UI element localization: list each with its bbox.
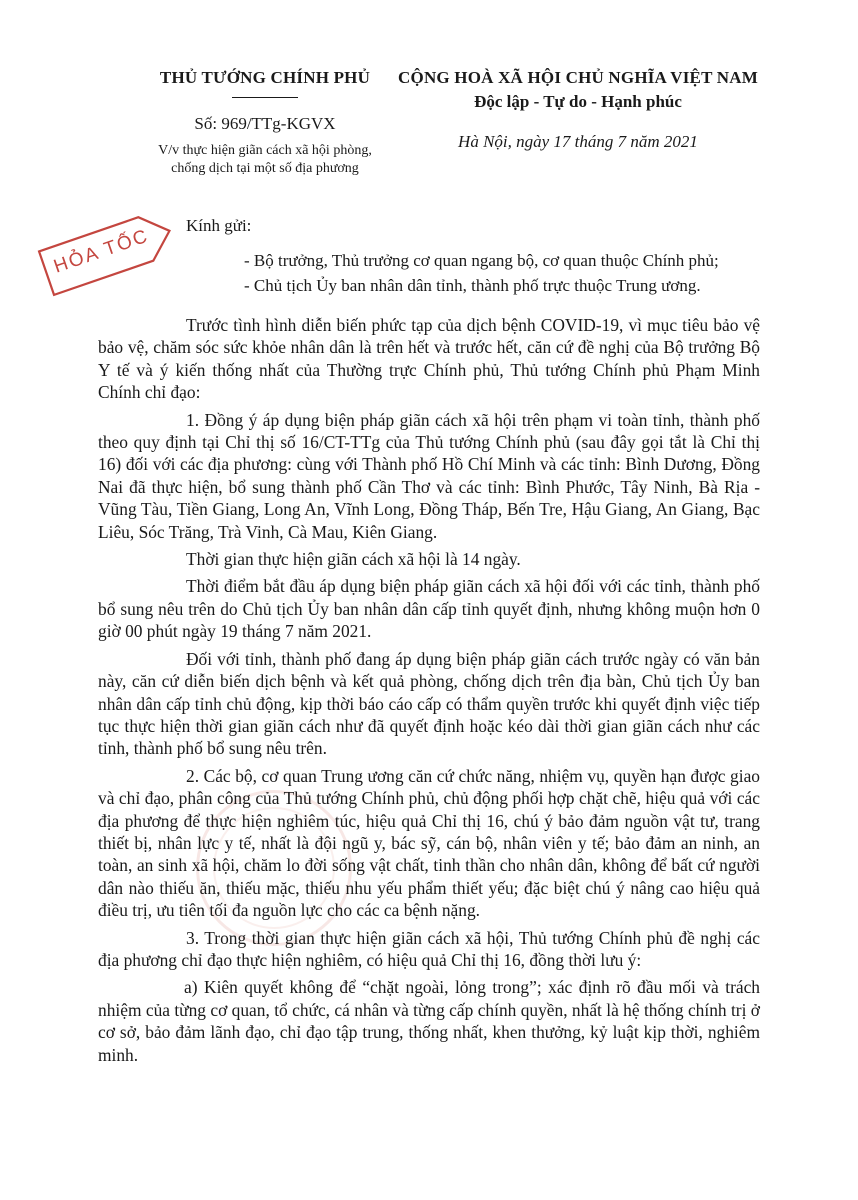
body-paragraph: Trước tình hình diễn biến phức tạp của dịch bệnh COVID-19, vì mục tiêu bảo vệ bảo vệ, chăm sóc sức khỏe nhân dân là trên hết và trước hết, căn cứ đề nghị của Bộ trưởng Bộ Y tế và ý kiến thống nhất của Thường trực Chính phủ, Thủ tướng Chính phủ Phạm Minh Chính chỉ đạo: — [98, 315, 760, 403]
document-subject — [120, 142, 410, 178]
subject-line: chống dịch tại một số địa phương — [171, 161, 359, 176]
body-paragraph: a) Kiên quyết không để “chặt ngoài, lỏng trong”; xác định rõ đầu mối và trách nhiệm của từng cơ quan, tổ chức, cá nhân và từng cấp chính quyền, nhất là hệ thống chính trị ở cơ sở, bảo đảm lãnh đạo, chỉ đạo tập trung, thống nhất, khen thưởng, kỷ luật kịp thời, nghiêm minh. — [98, 977, 760, 1065]
body-paragraph: Thời gian thực hiện giãn cách xã hội là 14 ngày. — [186, 549, 521, 570]
issuer-block — [120, 68, 410, 178]
issuer-underline — [232, 97, 298, 98]
recipients-list — [244, 248, 719, 298]
recipients-label: Kính gửi: — [186, 216, 252, 235]
national-header — [378, 68, 778, 152]
body-paragraph: 3. Trong thời gian thực hiện giãn cách xã hội, Thủ tướng Chính phủ đề nghị các địa phương chỉ đạo thực hiện nghiêm, có hiệu quả Chỉ thị 16, đồng thời lưu ý: — [98, 927, 760, 970]
document-number: Số: 969/TTg-KGVX — [194, 114, 336, 133]
document-body — [98, 314, 760, 1071]
nation-title: CỘNG HOÀ XÃ HỘI CHỦ NGHĨA VIỆT NAM — [398, 68, 758, 87]
recipient-item: - Chủ tịch Ủy ban nhân dân tỉnh, thành phố trực thuộc Trung ương. — [244, 276, 701, 295]
subject-line: V/v thực hiện giãn cách xã hội phòng, — [158, 143, 372, 158]
body-paragraph: Thời điểm bắt đầu áp dụng biện pháp giãn cách xã hội đối với các tỉnh, thành phố bổ sung nêu trên do Chủ tịch Ủy ban nhân dân cấp tỉnh quyết định, nhưng không muộn hơn 0 giờ 00 phút ngày 19 tháng 7 năm 2021. — [98, 576, 760, 642]
recipient-item: - Bộ trưởng, Thủ trưởng cơ quan ngang bộ, cơ quan thuộc Chính phủ; — [244, 251, 719, 270]
urgent-stamp — [35, 205, 181, 298]
body-paragraph: 1. Đồng ý áp dụng biện pháp giãn cách xã hội trên phạm vi toàn tỉnh, thành phố theo quy định tại Chỉ thị số 16/CT-TTg của Thủ tướng Chính phủ (sau đây gọi tắt là Chỉ thị 16) đối với các địa phương: cùng với Thành phố Hồ Chí Minh và các tỉnh: Bình Dương, Đồng Nai đã thực hiện, bổ sung thành phố Cần Thơ và các tỉnh: Bình Phước, Tây Ninh, Bà Rịa - Vũng Tàu, Tiền Giang, Long An, Vĩnh Long, Đồng Tháp, Bến Tre, Hậu Giang, An Giang, Bạc Liêu, Sóc Trăng, Trà Vinh, Cà Mau, Kiên Giang. — [98, 409, 760, 542]
body-paragraph: 2. Các bộ, cơ quan Trung ương căn cứ chức năng, nhiệm vụ, quyền hạn được giao và chỉ đạo, phân công của Thủ tướng Chính phủ, chủ động phối hợp chặt chẽ, hiệu quả với các địa phương để thực hiện nghiêm túc, hiệu quả Chỉ thị 16, chú ý bảo đảm nguồn vật tư, trang thiết bị, nhân lực y tế, nhất là đội ngũ y, bác sỹ, cán bộ, nhân viên y tế; bảo đảm an ninh, an toàn, an sinh xã hội, chăm lo đời sống vật chất, tinh thần cho nhân dân, không để bất cứ người dân nào thiếu ăn, thiếu mặc, thiếu nhu yếu phẩm thiết yếu; đặc biệt chú ý nâng cao hiệu quả điều trị, ưu tiên tối đa nguồn lực cho các ca bệnh nặng. — [98, 765, 760, 921]
stamp-text: HỎA TỐC — [51, 225, 152, 278]
national-motto: Độc lập - Tự do - Hạnh phúc — [474, 92, 682, 111]
place-date: Hà Nội, ngày 17 tháng 7 năm 2021 — [458, 132, 698, 151]
issuer-name: THỦ TƯỚNG CHÍNH PHỦ — [159, 68, 371, 87]
body-paragraph: Đối với tỉnh, thành phố đang áp dụng biện pháp giãn cách trước ngày có văn bản này, căn cứ diễn biến dịch bệnh và kết quả phòng, chống dịch trên địa bàn, Chủ tịch Ủy ban nhân dân cấp tỉnh chủ động, kịp thời báo cáo cấp có thẩm quyền trước khi quyết định việc tiếp tục thực hiện thời gian giãn cách như đã quyết định hoặc kéo dài thời gian giãn cách như các tỉnh, thành phố bổ sung nêu trên. — [98, 648, 760, 759]
